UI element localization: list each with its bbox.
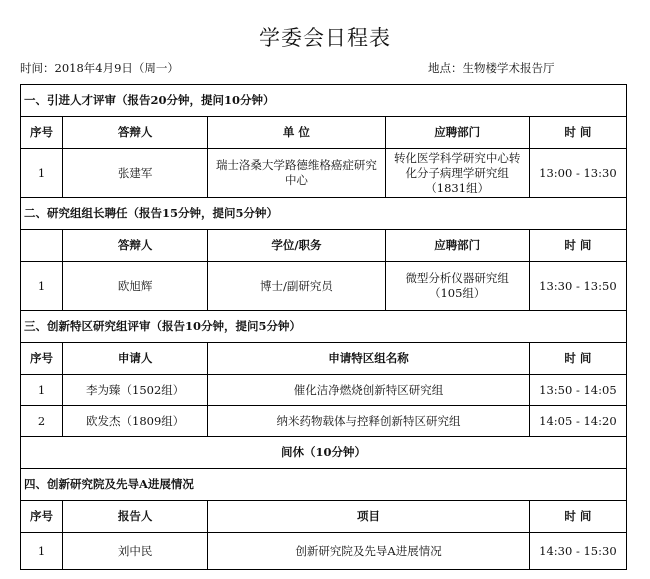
table-row: [21, 262, 627, 311]
header-cell: 应聘部门: [385, 230, 529, 262]
header-cell: 应聘部门: [385, 117, 529, 149]
time-slot: 14:30 - 15:30: [529, 533, 626, 570]
header-cell: 答辩人: [63, 230, 208, 262]
time-slot: 14:05 - 14:20: [529, 406, 626, 437]
row-number: 1: [21, 262, 63, 311]
schedule-table: [20, 84, 627, 570]
section-heading: [21, 311, 627, 343]
header-cell: 申请人: [63, 343, 208, 375]
section-title: 二、研究组组长聘任（报告15分钟，提问5分钟）: [21, 198, 627, 230]
dept-group: （1831组）: [425, 180, 490, 195]
section-heading: [21, 469, 627, 501]
row-number: 2: [21, 406, 63, 437]
row-number: 1: [21, 149, 63, 198]
row-number: 1: [21, 375, 63, 406]
time-slot: 13:00 - 13:30: [529, 149, 626, 198]
applied-dept: [385, 149, 529, 198]
dept-group: （105组）: [428, 286, 486, 300]
header-cell: 学位/职务: [208, 230, 385, 262]
meeting-location: 地点：生物楼学术报告厅: [428, 61, 555, 75]
dept-name: 微型分析仪器研究组: [405, 271, 509, 285]
applicant-name: 欧发杰（1809组）: [63, 406, 208, 437]
header-row: [21, 230, 627, 262]
dept-name: 转化医学科学研究中心转化分子病理学研究组: [393, 150, 521, 180]
header-row: [21, 117, 627, 149]
header-row: [21, 343, 627, 375]
candidate-name: 欧旭辉: [63, 262, 208, 311]
header-cell: 时 间: [529, 343, 626, 375]
special-zone-group: 纳米药物载体与控释创新特区研究组: [208, 406, 530, 437]
page-title: 学委会日程表: [259, 26, 391, 50]
header-cell: 序号: [21, 117, 63, 149]
section-title: 四、创新研究院及先导A进展情况: [21, 469, 627, 501]
header-cell: 答辩人: [63, 117, 208, 149]
meeting-time: 时间：2018年4月9日（周一）: [20, 61, 179, 75]
header-row: [21, 501, 627, 533]
section-title: 一、引进人才评审（报告20分钟，提问10分钟）: [21, 85, 627, 117]
header-cell: 项目: [208, 501, 530, 533]
table-row: [21, 533, 627, 570]
candidate-org: 瑞士洛桑大学路德维格癌症研究中心: [208, 149, 385, 198]
section-heading: [21, 198, 627, 230]
table-row: [21, 375, 627, 406]
header-cell: 时 间: [529, 117, 626, 149]
header-cell: 时 间: [529, 230, 626, 262]
special-zone-group: 催化洁净燃烧创新特区研究组: [208, 375, 530, 406]
applicant-name: 李为臻（1502组）: [63, 375, 208, 406]
time-slot: 13:30 - 13:50: [529, 262, 626, 311]
header-cell: 单 位: [208, 117, 385, 149]
section-title: 三、创新特区研究组评审（报告10分钟，提问5分钟）: [21, 311, 627, 343]
time-slot: 13:50 - 14:05: [529, 375, 626, 406]
header-cell: [21, 230, 63, 262]
table-row: [21, 149, 627, 198]
applied-dept: [385, 262, 529, 311]
header-cell: 申请特区组名称: [208, 343, 530, 375]
table-row: [21, 406, 627, 437]
project-name: 创新研究院及先导A进展情况: [208, 533, 530, 570]
break-row: [21, 437, 627, 469]
section-heading: [21, 85, 627, 117]
candidate-name: 张建军: [63, 149, 208, 198]
reporter-name: 刘中民: [63, 533, 208, 570]
header-cell: 报告人: [63, 501, 208, 533]
candidate-title: 博士/副研究员: [208, 262, 385, 311]
header-cell: 序号: [21, 343, 63, 375]
header-cell: 时 间: [529, 501, 626, 533]
row-number: 1: [21, 533, 63, 570]
header-cell: 序号: [21, 501, 63, 533]
break-label: 间休（10分钟）: [21, 437, 627, 469]
